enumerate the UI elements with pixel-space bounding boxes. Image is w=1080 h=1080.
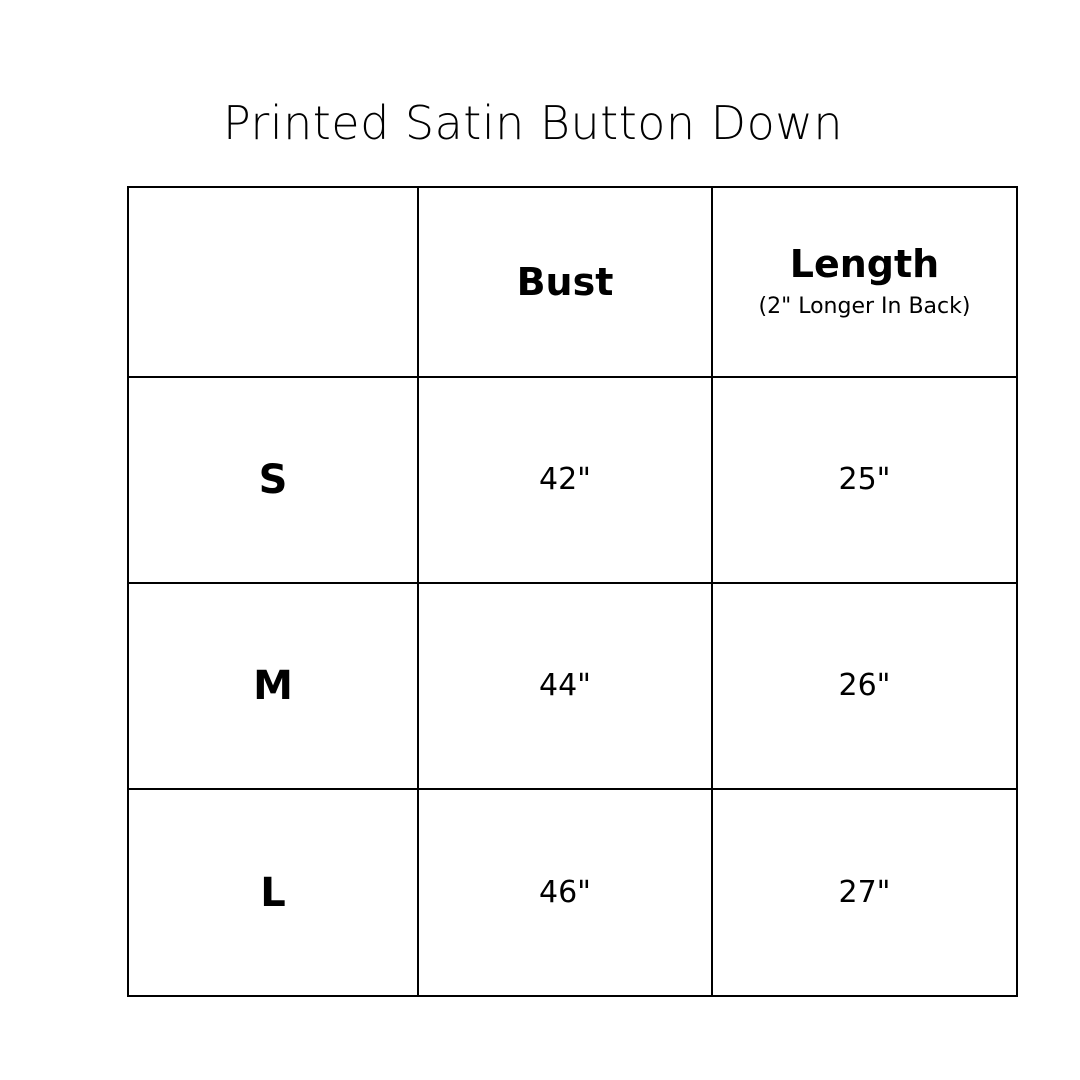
size-label: S [258,457,288,503]
table-row-bust-cell [419,790,713,995]
table-row-length-cell [713,378,1016,584]
table-row-length-cell [713,584,1016,790]
length-value: 26" [838,668,891,703]
size-table [127,186,1018,997]
header-length-cell [713,188,1016,378]
header-length-label: Length [789,242,940,286]
table-row-size-cell [129,378,419,584]
table-row-bust-cell [419,378,713,584]
table-row-length-cell [713,790,1016,995]
table-row-size-cell [129,790,419,995]
header-bust-cell [419,188,713,378]
header-bust-label: Bust [516,260,614,304]
page-title: Printed Satin Button Down [222,96,844,150]
bust-value: 44" [539,668,591,703]
table-row-size-cell [129,584,419,790]
size-label: L [260,869,286,916]
length-value: 25" [838,462,891,497]
table-row-bust-cell [419,584,713,790]
length-value: 27" [838,874,891,910]
header-corner-cell [129,188,419,378]
size-label: M [253,663,293,709]
bust-value: 46" [539,874,591,910]
bust-value: 42" [539,462,591,497]
header-length-note: (2" Longer In Back) [758,294,971,319]
